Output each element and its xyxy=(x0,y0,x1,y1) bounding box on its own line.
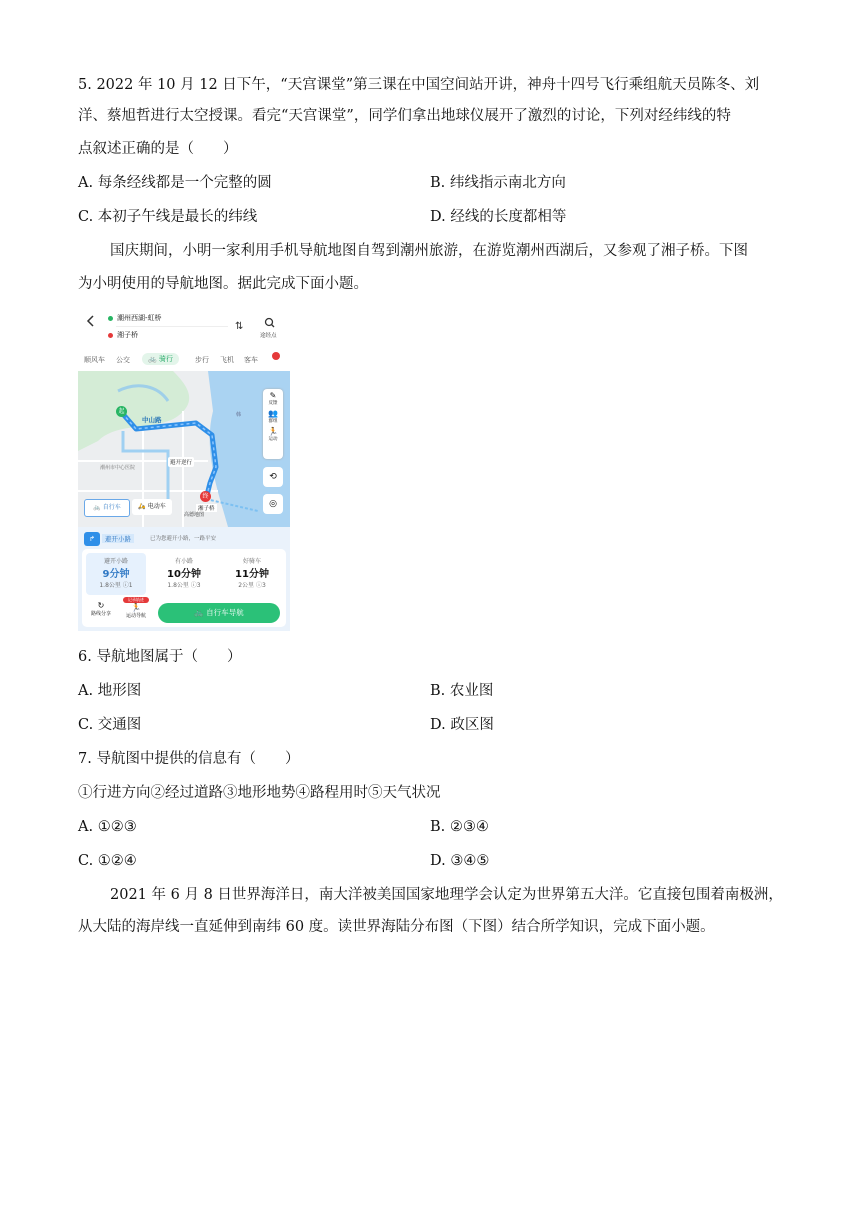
map-end-label: 湘子桥 xyxy=(198,506,215,512)
notification-badge-icon xyxy=(272,352,280,360)
transport-tabs xyxy=(78,349,290,371)
map-poi-hospital: 潮州市中心医院 xyxy=(100,465,136,471)
group-icon[interactable]: 👥 xyxy=(268,409,278,418)
sport-nav-label: 运动导航 xyxy=(125,613,146,619)
q5-stem-line3: 点叙述正确的是（ ） xyxy=(78,141,238,157)
q5-stem-line2: 洋、蔡旭哲进行太空授课。看完“天宫课堂”，同学们拿出地球仪展开了激烈的讨论，下列对经纬线的特 xyxy=(78,108,731,124)
tab-carpool[interactable]: 顺风车 xyxy=(84,356,105,364)
map-river-label: 韩 xyxy=(236,412,242,418)
locate-icon[interactable]: ◎ xyxy=(263,494,283,514)
navigation-screenshot xyxy=(78,307,290,631)
intro1-line1: 国庆期间，小明一家利用手机导航地图自驾到潮州旅游，在游览潮州西湖后，又参观了湘子桥。下图 xyxy=(110,243,748,259)
banner-title: 避开小路 xyxy=(102,534,134,543)
q6-option-a: A. 地形图 xyxy=(78,683,142,699)
intro2-line1: 2021 年 6 月 8 日世界海洋日，南大洋被美国国家地理学会认定为世界第五大洋。它直接包围着南极洲， xyxy=(110,887,783,903)
refresh-icon[interactable]: ⟲ xyxy=(263,467,283,487)
q7-option-b: B. ②③④ xyxy=(430,819,489,835)
nav-destination[interactable]: 湘子桥 xyxy=(117,331,138,339)
feedback-label: 反馈 xyxy=(268,401,278,406)
mode-ebike-button[interactable]: 🛵 电动车 xyxy=(132,499,172,515)
intro1-line2: 为小明使用的导航地图。据此完成下面小题。 xyxy=(78,276,368,292)
runner-icon: 🏃 xyxy=(131,603,141,612)
share-icon: ↻ xyxy=(97,601,105,610)
end-dot-icon xyxy=(108,333,113,338)
q7-option-a: A. ①②③ xyxy=(78,819,137,835)
route-option-1[interactable] xyxy=(86,553,146,595)
q5-stem-line1: 5. 2022 年 10 月 12 日下午，“天宫课堂”第三课在中国空间站开讲，神舟十四号飞行乘组航天员陈冬、刘 xyxy=(78,77,760,93)
start-dot-icon xyxy=(108,316,113,321)
avoid-icon: ↱ xyxy=(84,532,100,546)
swap-icon[interactable]: ⇅ xyxy=(235,321,244,332)
route-point-label[interactable]: 途经点 xyxy=(260,333,277,339)
q6-option-d: D. 政区图 xyxy=(430,717,494,733)
q5-option-a: A. 每条经线都是一个完整的圆 xyxy=(78,175,272,191)
map-brand: 高德地图 xyxy=(184,512,205,518)
nav-origin[interactable]: 潮州西湖-虹桥 xyxy=(117,314,162,322)
bike-navigation-button[interactable]: 🚲 自行车导航 xyxy=(158,603,280,623)
route-option-3[interactable] xyxy=(222,553,282,595)
start-marker-icon: 起 xyxy=(116,406,127,417)
route-2-tag: 有小路 xyxy=(174,558,193,565)
map-road-main: 中山路 xyxy=(142,416,162,424)
sport-nav-badge: 记录轨迹 xyxy=(123,597,149,603)
bike-navigation-label: 自行车导航 xyxy=(206,608,244,617)
route-option-2[interactable] xyxy=(154,553,214,595)
route-3-info: 2公里 ⓘ3 xyxy=(238,582,266,589)
tab-bus[interactable]: 公交 xyxy=(116,356,130,364)
route-banner xyxy=(82,531,286,547)
feedback-icon[interactable]: ✎ xyxy=(269,391,277,400)
sport-label: 运动 xyxy=(268,437,278,442)
intro2-line2: 从大陆的海岸线一直延伸到南纬 60 度。读世界海陆分布图（下图）结合所学知识，完成下面小题。 xyxy=(78,919,715,935)
route-1-tag: 避开小路 xyxy=(103,558,128,565)
route-share-button[interactable] xyxy=(88,601,114,617)
route-card xyxy=(82,549,286,627)
q6-option-c: C. 交通图 xyxy=(78,717,142,733)
q7-stem: 7. 导航图中提供的信息有（ ） xyxy=(78,751,300,767)
mode-bicycle-button[interactable]: 🚲 自行车 xyxy=(84,499,130,517)
map-side-toolbar xyxy=(263,389,283,459)
nav-header xyxy=(78,307,290,349)
end-marker-icon: 终 xyxy=(200,491,211,502)
route-3-time: 11分钟 xyxy=(235,569,269,580)
route-1-time: 9分钟 xyxy=(102,569,130,580)
q7-option-d: D. ③④⑤ xyxy=(430,853,490,869)
sport-nav-button[interactable] xyxy=(120,597,152,619)
route-share-label: 路线分享 xyxy=(90,611,111,617)
banner-text: 已为您避开小路，一路平安 xyxy=(150,536,217,542)
group-label: 群组 xyxy=(268,419,278,424)
q5-option-c: C. 本初子午线是最长的纬线 xyxy=(78,209,258,225)
mode-bicycle-label: 自行车 xyxy=(102,504,121,511)
q7-option-c: C. ①②④ xyxy=(78,853,137,869)
route-panel xyxy=(78,527,290,631)
search-icon[interactable] xyxy=(264,317,275,328)
q5-option-b: B. 纬线指示南北方向 xyxy=(430,175,566,191)
map-area[interactable] xyxy=(78,371,290,527)
tab-cycling[interactable]: 🚲 骑行 xyxy=(142,353,179,365)
route-1-info: 1.8公里 ⓘ1 xyxy=(99,582,133,589)
tab-cycling-label: 骑行 xyxy=(158,355,173,363)
route-3-tag: 好骑车 xyxy=(242,558,261,565)
route-2-info: 1.8公里 ⓘ3 xyxy=(167,582,201,589)
map-avoid-label: 避开逆行 xyxy=(168,457,194,467)
sport-icon[interactable]: 🏃 xyxy=(268,427,278,436)
tab-walk[interactable]: 步行 xyxy=(195,356,209,364)
q6-stem: 6. 导航地图属于（ ） xyxy=(78,649,242,665)
q6-option-b: B. 农业图 xyxy=(430,683,494,699)
tab-plane[interactable]: 飞机 xyxy=(220,356,234,364)
back-icon[interactable] xyxy=(86,315,96,327)
route-2-time: 10分钟 xyxy=(167,569,201,580)
q5-option-d: D. 经线的长度都相等 xyxy=(430,209,567,225)
mode-ebike-label: 电动车 xyxy=(147,503,166,510)
tab-coach[interactable]: 客车 xyxy=(244,356,258,364)
q7-items: ①行进方向②经过道路③地形地势④路程用时⑤天气状况 xyxy=(78,785,441,801)
